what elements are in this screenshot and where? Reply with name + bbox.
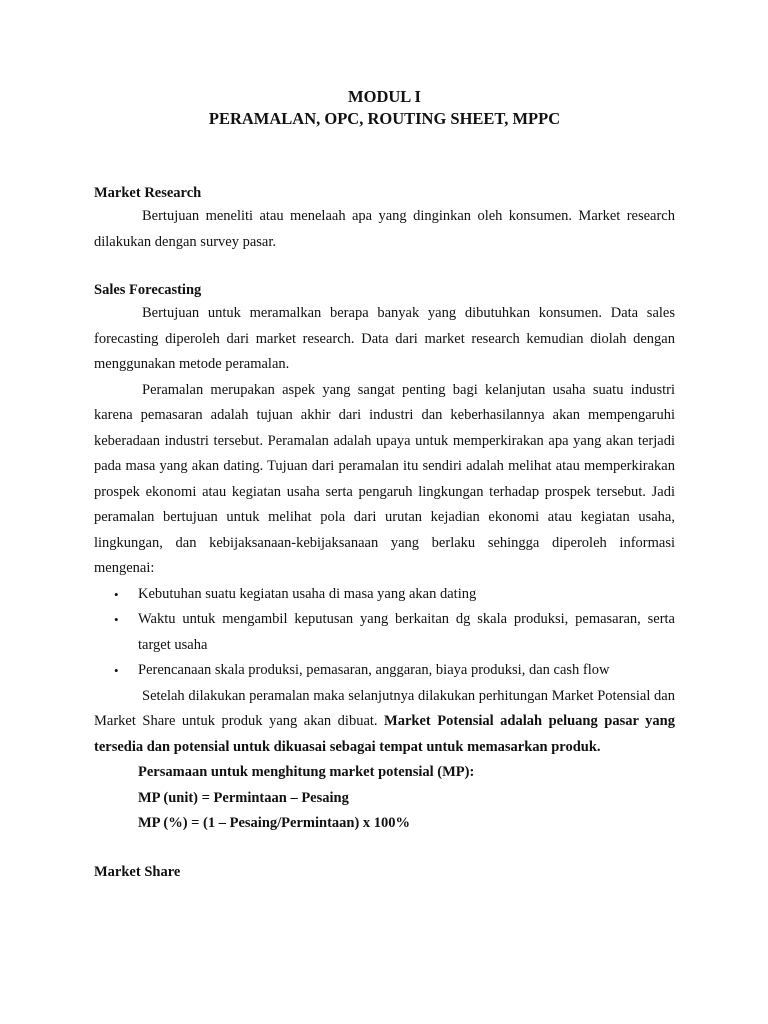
document-title-line1: MODUL I	[348, 87, 421, 106]
market-research-heading: Market Research	[94, 185, 202, 201]
sales-forecasting-paragraph-3	[94, 684, 675, 761]
market-potential-definition: Market Potensial adalah peluang pasar yang tersedia dan potensial untuk dikuasai sebagai tempat untuk memasarkan produk.	[94, 713, 675, 755]
document-title-line2: PERAMALAN, OPC, ROUTING SHEET, MPPC	[208, 109, 561, 128]
sales-forecasting-section	[94, 279, 675, 837]
document-page	[94, 86, 675, 883]
formula-intro: Persamaan untuk menghitung market potensial (MP):	[138, 764, 475, 780]
bullet-icon: •	[114, 612, 119, 627]
bullet-icon: •	[114, 663, 119, 678]
list-item-text: Perencanaan skala produksi, pemasaran, anggaran, biaya produksi, dan cash flow	[138, 662, 610, 678]
market-research-paragraph: Bertujuan meneliti atau menelaah apa yang dinginkan oleh konsumen. Market research dilakukan dengan survey pasar.	[94, 208, 675, 250]
list-item-text: Waktu untuk mengambil keputusan yang berkaitan dg skala produksi, pemasaran, serta target usaha	[138, 611, 675, 653]
market-share-heading: Market Share	[94, 863, 181, 880]
list-item	[94, 607, 675, 658]
market-share-section	[94, 861, 675, 883]
list-item	[94, 658, 675, 684]
sales-forecasting-paragraph-1: Bertujuan untuk meramalkan berapa banyak yang dibutuhkan konsumen. Data sales forecasting diperoleh dari market research. Data dari market research kemudian diolah dengan menggunakan metode peramalan.	[94, 305, 675, 372]
formula-mp-unit: MP (unit) = Permintaan – Pesaing	[138, 789, 349, 806]
sales-forecasting-paragraph-2: Peramalan merupakan aspek yang sangat penting bagi kelanjutan usaha suatu industri karena pemasaran adalah tujuan akhir dari industri dan keberhasilannya akan mempengaruhi keberadaan industri tersebut. Peramalan adalah upaya untuk memperkirakan apa yang akan terjadi pada masa yang akan dating. Tujuan dari peramalan itu sendiri adalah melihat atau memperkirakan prospek ekonomi atau kegiatan usaha serta pengaruh lingkungan terhadap prospek tersebut. Jadi peramalan bertujuan untuk melihat pola dari urutan kejadian ekonomi atau kegiatan usaha, lingkungan, dan kebijaksanaan-kebijaksanaan yang berlaku sehingga diperoleh informasi mengenai:	[94, 381, 675, 576]
sales-forecasting-heading: Sales Forecasting	[94, 282, 202, 298]
formula-mp-percent: MP (%) = (1 – Pesaing/Permintaan) x 100%	[138, 815, 411, 831]
forecast-information-list	[94, 582, 675, 684]
paragraph-3-normal-text: Setelah dilakukan peramalan maka selanjutnya dilakukan perhitungan Market Potensial dan Market Share untuk produk yang akan dibuat.	[94, 687, 675, 729]
bullet-icon: •	[114, 586, 119, 602]
list-item-text: Kebutuhan suatu kegiatan usaha di masa yang akan dating	[138, 585, 477, 602]
market-research-section	[94, 182, 675, 255]
list-item	[94, 582, 675, 608]
